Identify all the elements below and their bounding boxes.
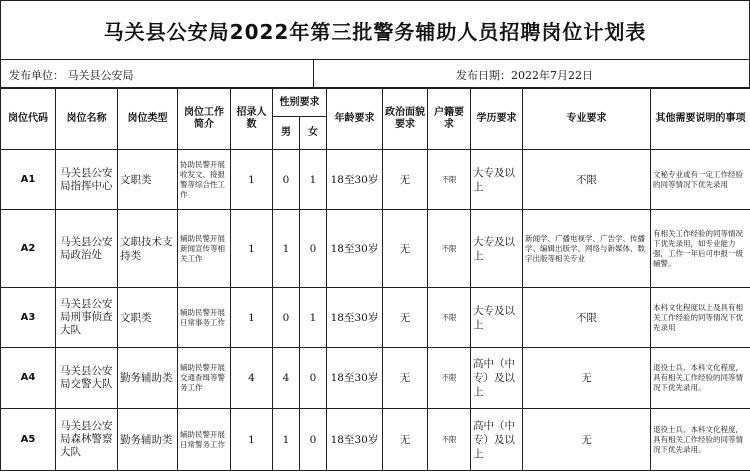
cell-code: A1 <box>1 150 56 210</box>
header-hukou: 户籍要求 <box>428 89 471 150</box>
cell-education: 高中（中专）及以上 <box>471 348 523 409</box>
cell-count: 4 <box>231 348 273 409</box>
cell-name: 马关县公安局政治处 <box>56 210 118 288</box>
header-political: 政治面貌要求 <box>383 89 428 150</box>
cell-male: 0 <box>273 150 300 210</box>
cell-age: 18至30岁 <box>327 409 383 471</box>
cell-age: 18至30岁 <box>327 288 383 348</box>
cell-hukou: 不限 <box>428 210 471 288</box>
cell-name: 马关县公安局刑事侦查大队 <box>56 288 118 348</box>
cell-hukou: 不限 <box>428 288 471 348</box>
header-other: 其他需要说明的事项 <box>651 89 750 150</box>
cell-age: 18至30岁 <box>327 150 383 210</box>
cell-other: 有相关工作经验的同等情况下优先录用，如专业能力强，工作一年后可申报一级辅警。 <box>651 210 750 288</box>
table-row <box>1 348 750 409</box>
cell-age: 18至30岁 <box>327 210 383 288</box>
cell-major: 新闻学、广播电视学、广告学、传播学、编辑出版学、网络与新媒体、数字出版等相关专业 <box>523 210 651 288</box>
header-brief: 岗位工作简介 <box>178 89 231 150</box>
cell-male: 0 <box>273 288 300 348</box>
header-major: 专业要求 <box>523 89 651 150</box>
cell-code: A3 <box>1 288 56 348</box>
cell-type: 文职类 <box>118 150 178 210</box>
header-age: 年龄要求 <box>327 89 383 150</box>
cell-name: 马关县公安局森林警察大队 <box>56 409 118 471</box>
positions-table <box>0 88 750 471</box>
cell-brief: 协助民警开展收发文、接报警等综合性工作 <box>178 150 231 210</box>
header-code: 岗位代码 <box>1 89 56 150</box>
header-education: 学历要求 <box>471 89 523 150</box>
cell-count: 1 <box>231 288 273 348</box>
cell-major: 无 <box>523 348 651 409</box>
table-row <box>1 409 750 471</box>
cell-other: 文秘专业或有一定工作经验的同等情况下优先录用 <box>651 150 750 210</box>
cell-hukou: 不限 <box>428 409 471 471</box>
cell-political: 无 <box>383 210 428 288</box>
cell-type: 文职技术支持类 <box>118 210 178 288</box>
cell-type: 勤务辅助类 <box>118 348 178 409</box>
cell-hukou: 不限 <box>428 348 471 409</box>
cell-political: 无 <box>383 409 428 471</box>
cell-political: 无 <box>383 348 428 409</box>
cell-education: 大专及以上 <box>471 288 523 348</box>
meta-divider <box>313 60 314 87</box>
cell-hukou: 不限 <box>428 150 471 210</box>
cell-other: 退役士兵、本科文化程度，具有相关工作经验的同等情况下优先录用。 <box>651 348 750 409</box>
cell-code: A4 <box>1 348 56 409</box>
cell-male: 4 <box>273 348 300 409</box>
meta-row <box>0 60 750 88</box>
cell-count: 1 <box>231 210 273 288</box>
table-row <box>1 288 750 348</box>
cell-major: 无 <box>523 409 651 471</box>
cell-code: A2 <box>1 210 56 288</box>
cell-other: 退役士兵、本科文化程度，具有相关工作经验的同等情况下优先录用。 <box>651 409 750 471</box>
publisher-label: 发布单位： 马关县公安局 <box>9 69 134 82</box>
cell-brief: 辅助民警开展日常事务工作 <box>178 288 231 348</box>
cell-name: 马关县公安局指挥中心 <box>56 150 118 210</box>
cell-brief: 辅助民警开展交通查缉等警务工作 <box>178 348 231 409</box>
cell-count: 1 <box>231 150 273 210</box>
cell-female: 1 <box>300 150 327 210</box>
cell-male: 1 <box>273 409 300 471</box>
cell-female: 0 <box>300 409 327 471</box>
header-type: 岗位类型 <box>118 89 178 150</box>
header-gender: 性别要求 <box>273 89 327 117</box>
cell-age: 18至30岁 <box>327 348 383 409</box>
cell-code: A5 <box>1 409 56 471</box>
cell-political: 无 <box>383 150 428 210</box>
cell-female: 0 <box>300 210 327 288</box>
table-row <box>1 210 750 288</box>
cell-education: 高中（中专）及以上 <box>471 409 523 471</box>
table-row <box>1 150 750 210</box>
cell-male: 1 <box>273 210 300 288</box>
cell-female: 0 <box>300 348 327 409</box>
cell-education: 大专及以上 <box>471 210 523 288</box>
header-male: 男 <box>273 117 300 150</box>
cell-major: 不限 <box>523 150 651 210</box>
cell-education: 大专及以上 <box>471 150 523 210</box>
header-name: 岗位名称 <box>56 89 118 150</box>
header-female: 女 <box>300 117 327 150</box>
page-title: 马关县公安局2022年第三批警务辅助人员招聘岗位计划表 <box>0 0 750 60</box>
cell-type: 文职类 <box>118 288 178 348</box>
cell-brief: 辅助民警开展新闻宣传等相关工作 <box>178 210 231 288</box>
cell-political: 无 <box>383 288 428 348</box>
cell-other: 本科文化程度以上及具有相关工作经验的同等情况下优先录用 <box>651 288 750 348</box>
publish-date: 发布日期：2022年7月22日 <box>456 69 593 82</box>
cell-type: 勤务辅助类 <box>118 409 178 471</box>
cell-count: 1 <box>231 409 273 471</box>
cell-major: 不限 <box>523 288 651 348</box>
cell-name: 马关县公安局交警大队 <box>56 348 118 409</box>
cell-female: 1 <box>300 288 327 348</box>
header-count: 招录人数 <box>231 89 273 150</box>
cell-brief: 辅助民警开展日常警务工作 <box>178 409 231 471</box>
